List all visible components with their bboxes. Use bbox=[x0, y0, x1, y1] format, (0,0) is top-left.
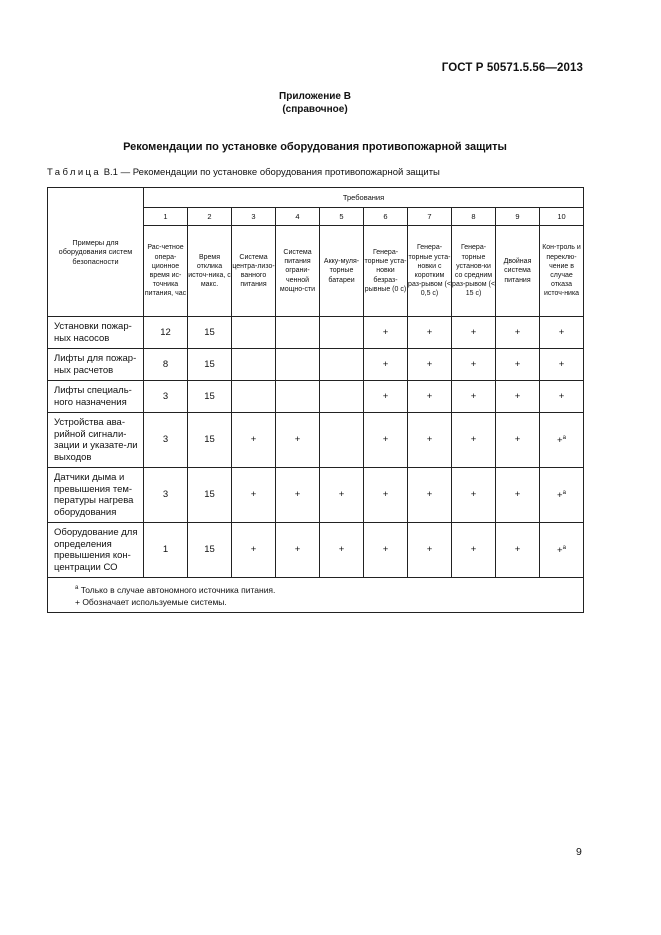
table-caption bbox=[47, 167, 440, 178]
table-row bbox=[48, 317, 584, 349]
table-cell bbox=[232, 349, 276, 381]
column-header: Рас-четное опера-ционное время ис-точника питания, час bbox=[144, 226, 188, 317]
table-row bbox=[48, 349, 584, 381]
equipment-name: Датчики дыма и превышения тем-пературы нагрева оборудования bbox=[48, 468, 144, 523]
footnotes-row bbox=[48, 578, 584, 613]
table-cell bbox=[320, 349, 364, 381]
equipment-name: Оборудование для определения превышения кон-центрации СО bbox=[48, 523, 144, 578]
equipment-name: Лифты для пожар-ных расчетов bbox=[48, 349, 144, 381]
cell-value: + bbox=[557, 545, 563, 557]
table-caption-prefix: Таблица bbox=[47, 167, 102, 178]
cell-value: + bbox=[382, 390, 389, 402]
table-cell bbox=[496, 317, 540, 349]
column-number: 1 bbox=[144, 208, 188, 226]
cell-value: + bbox=[470, 326, 477, 338]
cell-value: + bbox=[426, 358, 433, 370]
table-cell bbox=[232, 413, 276, 468]
cell-value: + bbox=[558, 390, 565, 402]
column-header: Генера-торные уста-новки безраз-рывные (0 с) bbox=[364, 226, 408, 317]
cell-value: + bbox=[338, 489, 345, 501]
column-number: 8 bbox=[452, 208, 496, 226]
cell-value: 3 bbox=[162, 434, 169, 446]
cell-value: + bbox=[426, 390, 433, 402]
cell-value: + bbox=[514, 326, 521, 338]
cell-value: + bbox=[294, 544, 301, 556]
column-header: Генера-торные уста-новки с коротким раз-рывом (< 0,5 с) bbox=[408, 226, 452, 317]
table-cell bbox=[408, 413, 452, 468]
column-number: 10 bbox=[540, 208, 584, 226]
cell-value: + bbox=[250, 434, 257, 446]
table-row bbox=[48, 523, 584, 578]
cell-value: + bbox=[558, 358, 565, 370]
table-row bbox=[48, 468, 584, 523]
document-code: ГОСТ Р 50571.5.56—2013 bbox=[441, 62, 583, 74]
table-cell bbox=[276, 317, 320, 349]
column-number: 3 bbox=[232, 208, 276, 226]
footnote-a-text: Только в случае автономного источника питания. bbox=[78, 585, 276, 595]
cell-value: + bbox=[382, 544, 389, 556]
table-cell bbox=[540, 413, 584, 468]
table-cell bbox=[232, 468, 276, 523]
column-number: 5 bbox=[320, 208, 364, 226]
table-cell bbox=[320, 381, 364, 413]
table-cell bbox=[452, 523, 496, 578]
table-cell bbox=[232, 381, 276, 413]
cell-value: 15 bbox=[204, 434, 215, 446]
cell-value: 15 bbox=[204, 489, 215, 501]
cell-value: + bbox=[514, 544, 521, 556]
column-header: Генера-торные установ-ки со средним раз-рывом (< 15 с) bbox=[452, 226, 496, 317]
table-cell bbox=[364, 523, 408, 578]
column-number: 6 bbox=[364, 208, 408, 226]
cell-value: 12 bbox=[160, 326, 171, 338]
requirements-header: Требования bbox=[144, 188, 584, 208]
cell-value: 15 bbox=[204, 326, 215, 338]
cell-value: + bbox=[470, 390, 477, 402]
table-cell bbox=[144, 523, 188, 578]
cell-value: + bbox=[382, 358, 389, 370]
table-cell bbox=[320, 413, 364, 468]
column-number: 7 bbox=[408, 208, 452, 226]
table-cell bbox=[144, 413, 188, 468]
table-cell bbox=[452, 317, 496, 349]
cell-value: 15 bbox=[204, 358, 215, 370]
requirements-table bbox=[47, 187, 584, 613]
column-header: Кон-троль и переклю-чение в случае отказа источ-ника bbox=[540, 226, 584, 317]
cell-value: 8 bbox=[162, 358, 169, 370]
table-cell bbox=[188, 468, 232, 523]
footnotes bbox=[48, 578, 584, 613]
appendix-title: Приложение В bbox=[279, 91, 351, 102]
table-cell bbox=[452, 468, 496, 523]
table-cell bbox=[276, 523, 320, 578]
table-cell bbox=[320, 317, 364, 349]
table-cell bbox=[540, 468, 584, 523]
footnote-marker: a bbox=[562, 435, 566, 442]
examples-column-header: Примеры для оборудования систем безопасности bbox=[48, 188, 144, 317]
cell-value: + bbox=[294, 434, 301, 446]
cell-value: + bbox=[470, 358, 477, 370]
table-cell bbox=[540, 317, 584, 349]
cell-value: + bbox=[470, 489, 477, 501]
page-number: 9 bbox=[576, 846, 582, 858]
table-cell bbox=[452, 349, 496, 381]
cell-value: + bbox=[514, 489, 521, 501]
cell-value: + bbox=[558, 326, 565, 338]
cell-value: + bbox=[338, 544, 345, 556]
footnote-a-mark: a bbox=[75, 585, 79, 591]
table-cell bbox=[188, 413, 232, 468]
cell-value: + bbox=[557, 435, 563, 447]
column-number: 9 bbox=[496, 208, 540, 226]
cell-value: + bbox=[514, 390, 521, 402]
table-cell bbox=[364, 468, 408, 523]
table-cell bbox=[320, 523, 364, 578]
table-cell bbox=[144, 349, 188, 381]
table-cell bbox=[232, 523, 276, 578]
appendix-heading bbox=[0, 90, 630, 116]
cell-value: + bbox=[382, 326, 389, 338]
table-cell bbox=[188, 381, 232, 413]
table-cell bbox=[496, 349, 540, 381]
column-header: Двойная система питания bbox=[496, 226, 540, 317]
column-header: Система центра-лизо-ванного питания bbox=[232, 226, 276, 317]
column-number: 4 bbox=[276, 208, 320, 226]
table-cell bbox=[496, 468, 540, 523]
table-caption-number: В.1 — bbox=[101, 167, 133, 178]
column-header: Время отклика источ-ника, с макс. bbox=[188, 226, 232, 317]
table-cell bbox=[496, 381, 540, 413]
cell-value: + bbox=[382, 434, 389, 446]
page-title: Рекомендации по установке оборудования противопожарной защиты bbox=[123, 141, 507, 153]
table-cell bbox=[144, 317, 188, 349]
cell-value: 15 bbox=[204, 544, 215, 556]
table-cell bbox=[408, 317, 452, 349]
table-caption-text: Рекомендации по установке оборудования противопожарной защиты bbox=[132, 167, 440, 178]
table-cell bbox=[408, 349, 452, 381]
table-cell bbox=[276, 381, 320, 413]
cell-value: 1 bbox=[162, 544, 169, 556]
cell-value: + bbox=[426, 489, 433, 501]
table-cell bbox=[144, 381, 188, 413]
column-header: Акку-муля-торные батареи bbox=[320, 226, 364, 317]
footnote-plus: + Обозначает используемые системы. bbox=[75, 597, 227, 607]
table-cell bbox=[540, 523, 584, 578]
table-cell bbox=[188, 349, 232, 381]
cell-value: + bbox=[294, 489, 301, 501]
footnote-a bbox=[75, 582, 583, 596]
cell-value: + bbox=[470, 434, 477, 446]
table-cell bbox=[188, 317, 232, 349]
table-cell bbox=[144, 468, 188, 523]
footnote-marker: a bbox=[562, 545, 566, 552]
equipment-name: Устройства ава-рийной сигнали-зации и указате-ли выходов bbox=[48, 413, 144, 468]
table-cell bbox=[364, 381, 408, 413]
cell-value: + bbox=[514, 358, 521, 370]
table-cell bbox=[188, 523, 232, 578]
column-header: Система питания ограни-ченной мощно-сти bbox=[276, 226, 320, 317]
equipment-name: Лифты специаль-ного назначения bbox=[48, 381, 144, 413]
table-cell bbox=[276, 468, 320, 523]
cell-value: 15 bbox=[204, 390, 215, 402]
table-cell bbox=[540, 349, 584, 381]
cell-value: + bbox=[382, 489, 389, 501]
cell-value: + bbox=[426, 326, 433, 338]
table-cell bbox=[496, 523, 540, 578]
table-cell bbox=[408, 381, 452, 413]
table-cell bbox=[540, 381, 584, 413]
cell-value: + bbox=[557, 490, 563, 502]
table-cell bbox=[232, 317, 276, 349]
table-cell bbox=[408, 523, 452, 578]
table-cell bbox=[364, 317, 408, 349]
table-cell bbox=[276, 349, 320, 381]
footnote-marker: a bbox=[562, 490, 566, 497]
table-row bbox=[48, 381, 584, 413]
table-cell bbox=[452, 381, 496, 413]
cell-value: + bbox=[426, 544, 433, 556]
table-cell bbox=[364, 413, 408, 468]
cell-value: + bbox=[250, 544, 257, 556]
table-cell bbox=[276, 413, 320, 468]
cell-value: 3 bbox=[162, 489, 169, 501]
table-cell bbox=[452, 413, 496, 468]
cell-value: + bbox=[470, 544, 477, 556]
equipment-name: Установки пожар-ных насосов bbox=[48, 317, 144, 349]
table-cell bbox=[320, 468, 364, 523]
cell-value: 3 bbox=[162, 390, 169, 402]
table-row bbox=[48, 413, 584, 468]
cell-value: + bbox=[514, 434, 521, 446]
appendix-subtitle: (справочное) bbox=[282, 104, 348, 115]
table-cell bbox=[496, 413, 540, 468]
table-cell bbox=[364, 349, 408, 381]
cell-value: + bbox=[426, 434, 433, 446]
cell-value: + bbox=[250, 489, 257, 501]
column-number: 2 bbox=[188, 208, 232, 226]
table-cell bbox=[408, 468, 452, 523]
